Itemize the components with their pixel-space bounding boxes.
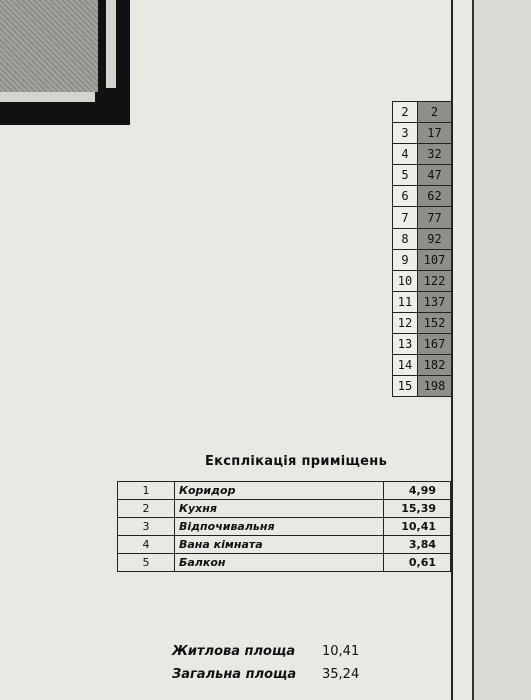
sheet-index: 4 bbox=[393, 144, 418, 165]
room-area: 3,84 bbox=[384, 536, 451, 554]
room-row bbox=[118, 536, 451, 554]
room-row bbox=[118, 500, 451, 518]
room-name: Балкон bbox=[175, 554, 384, 572]
sheet-index: 3 bbox=[393, 123, 418, 144]
total-area-value: 35,24 bbox=[322, 667, 360, 682]
total-area-label: Загальна площа bbox=[172, 667, 297, 682]
sheet-number-row bbox=[393, 312, 452, 333]
room-number: 2 bbox=[118, 500, 175, 518]
sheet-value: 77 bbox=[418, 207, 452, 228]
sheet-number-row bbox=[393, 102, 452, 123]
room-name: Відпочивальня bbox=[175, 518, 384, 536]
total-area-row bbox=[172, 667, 360, 682]
sheet-number-row bbox=[393, 376, 452, 397]
sheet-number-row bbox=[393, 186, 452, 207]
sheet-number-table bbox=[392, 101, 452, 397]
sheet-index: 9 bbox=[393, 249, 418, 270]
sheet-number-row bbox=[393, 165, 452, 186]
sheet-number-row bbox=[393, 144, 452, 165]
room-area: 4,99 bbox=[384, 482, 451, 500]
sheet-number-row bbox=[393, 249, 452, 270]
room-area: 0,61 bbox=[384, 554, 451, 572]
sheet-index: 14 bbox=[393, 355, 418, 376]
living-area-label: Житлова площа bbox=[172, 644, 296, 659]
wall-hatch bbox=[0, 0, 98, 92]
sheet-number-row bbox=[393, 355, 452, 376]
floor-plan-fragment bbox=[0, 0, 130, 125]
sheet-index: 5 bbox=[393, 165, 418, 186]
sheet-value: 32 bbox=[418, 144, 452, 165]
room-row bbox=[118, 518, 451, 536]
sheet-value: 107 bbox=[418, 249, 452, 270]
wall-ledge bbox=[0, 92, 95, 102]
room-number: 4 bbox=[118, 536, 175, 554]
sheet-index: 7 bbox=[393, 207, 418, 228]
sheet-value: 137 bbox=[418, 291, 452, 312]
sheet-index: 8 bbox=[393, 228, 418, 249]
sheet-number-row bbox=[393, 123, 452, 144]
sheet-number-row bbox=[393, 334, 452, 355]
sheet-value: 182 bbox=[418, 355, 452, 376]
room-area: 10,41 bbox=[384, 518, 451, 536]
room-name: Вана кімната bbox=[175, 536, 384, 554]
sheet-value: 122 bbox=[418, 270, 452, 291]
room-row bbox=[118, 554, 451, 572]
sheet-value: 47 bbox=[418, 165, 452, 186]
sheet-number-row bbox=[393, 270, 452, 291]
sheet-index: 11 bbox=[393, 291, 418, 312]
sheet-value: 152 bbox=[418, 312, 452, 333]
page-edge bbox=[474, 0, 531, 700]
room-number: 5 bbox=[118, 554, 175, 572]
sheet-index: 2 bbox=[393, 102, 418, 123]
sheet-value: 2 bbox=[418, 102, 452, 123]
sheet-value: 17 bbox=[418, 123, 452, 144]
room-number: 3 bbox=[118, 518, 175, 536]
room-name: Коридор bbox=[175, 482, 384, 500]
sheet-index: 6 bbox=[393, 186, 418, 207]
sheet-number-row bbox=[393, 291, 452, 312]
sheet-index: 15 bbox=[393, 376, 418, 397]
living-area-value: 10,41 bbox=[322, 644, 360, 659]
sheet-value: 167 bbox=[418, 334, 452, 355]
sheet-number-row bbox=[393, 207, 452, 228]
living-area-row bbox=[172, 644, 360, 659]
room-area: 15,39 bbox=[384, 500, 451, 518]
sheet-value: 198 bbox=[418, 376, 452, 397]
room-name: Кухня bbox=[175, 500, 384, 518]
room-number: 1 bbox=[118, 482, 175, 500]
sheet-value: 92 bbox=[418, 228, 452, 249]
sheet-index: 10 bbox=[393, 270, 418, 291]
sheet-index: 13 bbox=[393, 334, 418, 355]
sheet-value: 62 bbox=[418, 186, 452, 207]
sheet-number-row bbox=[393, 228, 452, 249]
wall-gap bbox=[106, 0, 116, 88]
room-row bbox=[118, 482, 451, 500]
sheet-index: 12 bbox=[393, 312, 418, 333]
rooms-table bbox=[117, 481, 451, 572]
explication-title: Експлікація приміщень bbox=[205, 454, 388, 469]
